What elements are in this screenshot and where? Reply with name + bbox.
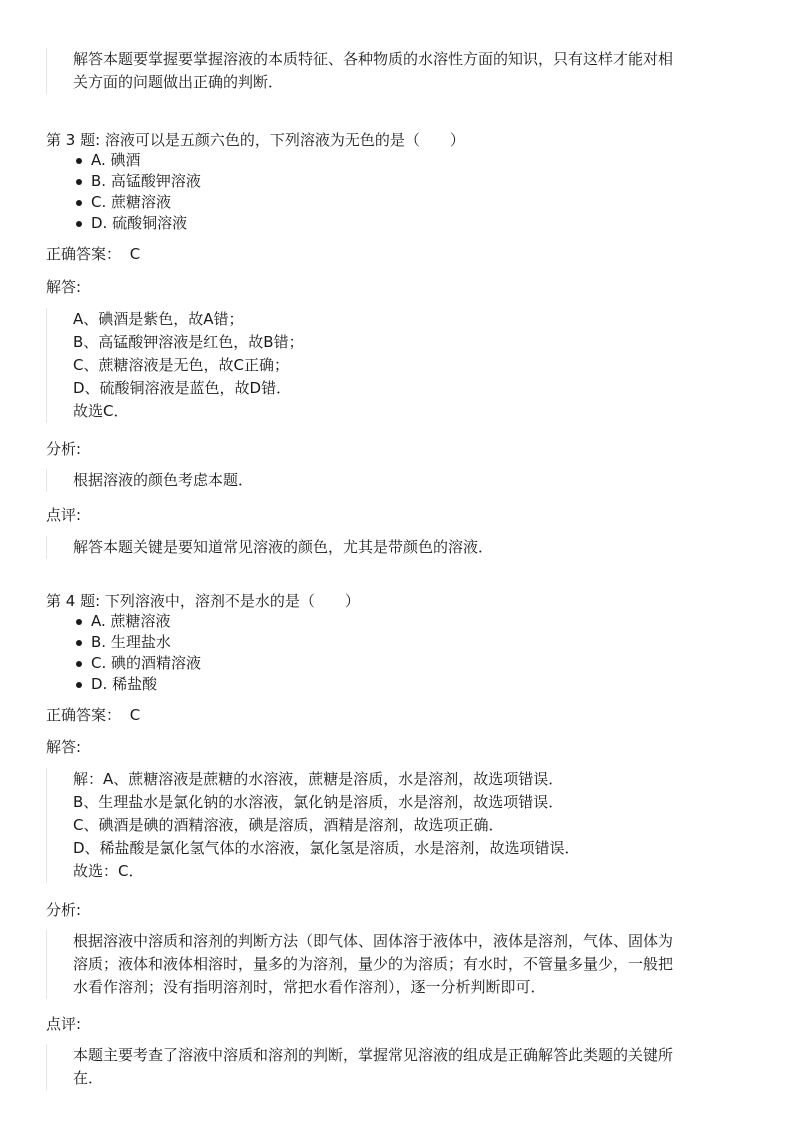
- solution-line: B、生理盐水是氯化钠的水溶液，氯化钠是溶质，水是溶剂，故选项错误．: [73, 793, 564, 811]
- text-line: 关方面的问题做出正确的判断．: [73, 73, 284, 91]
- comment-line: 本题主要考查了溶液中溶质和溶剂的判断，掌握常见溶液的组成是正确解答此类题的关键所: [73, 1046, 674, 1064]
- question-4-analysis-box: [46, 930, 736, 999]
- bullet-icon: [76, 682, 82, 688]
- option-label: C. 碘的酒精溶液: [91, 654, 202, 672]
- answer-label: 正确答案：: [46, 706, 122, 724]
- answer-value: C: [129, 245, 141, 263]
- option-item: [46, 632, 201, 653]
- solution-line: A、碘酒是紫色，故A错；: [73, 310, 244, 328]
- analysis-line: 水看作溶剂；没有指明溶剂时，常把水看作溶剂），逐一分析判断即可．: [73, 978, 546, 996]
- option-item: [46, 150, 201, 171]
- question-3-comment-label: 点评:: [46, 506, 82, 524]
- question-3-solution-box: [46, 308, 736, 423]
- question-4-analysis-label: 分析:: [46, 901, 82, 919]
- question-3-options: [46, 150, 201, 234]
- solution-line: C、碘酒是碘的酒精溶液，碘是溶质，酒精是溶剂，故选项正确．: [73, 816, 504, 834]
- bullet-icon: [76, 661, 82, 667]
- question-4-title: 第 4 题: 下列溶液中，溶剂不是水的是（ ）: [46, 592, 360, 610]
- analysis-line: 溶质；液体和液体相溶时，量多的为溶剂，量少的为溶质；有水时，不管量多量少，一般把: [73, 955, 674, 973]
- option-item: [46, 213, 201, 234]
- option-label: B. 生理盐水: [91, 633, 171, 651]
- solution-line: 故选C．: [73, 402, 129, 420]
- option-item: [46, 611, 201, 632]
- answer-label: 正确答案：: [46, 245, 122, 263]
- solution-line: D、稀盐酸是氯化氢气体的水溶液，氯化氢是溶质，水是溶剂，故选项错误．: [73, 839, 580, 857]
- bullet-icon: [76, 179, 82, 185]
- option-item: [46, 171, 201, 192]
- question-3-analysis-label: 分析:: [46, 440, 82, 458]
- solution-line: D、硫酸铜溶液是蓝色，故D错．: [73, 379, 292, 397]
- option-item: [46, 653, 201, 674]
- solution-line: 解：A、蔗糖溶液是蔗糖的水溶液，蔗糖是溶质，水是溶剂，故选项错误．: [73, 770, 564, 788]
- question-4-solution-box: [46, 768, 736, 883]
- analysis-line: 根据溶液的颜色考虑本题．: [73, 471, 254, 489]
- question-4-solution-label: 解答:: [46, 738, 82, 756]
- analysis-line: 根据溶液中溶质和溶剂的判断方法（即气体、固体溶于液体中，液体是溶剂，气体、固体为: [73, 932, 674, 950]
- option-item: [46, 674, 201, 695]
- bullet-icon: [76, 200, 82, 206]
- question-4-answer: [46, 704, 140, 726]
- comment-line: 在．: [73, 1069, 104, 1087]
- question-3-title: 第 3 题: 溶液可以是五颜六色的，下列溶液为无色的是（ ）: [46, 131, 465, 149]
- question-3-solution-label: 解答:: [46, 278, 82, 296]
- solution-line: C、蔗糖溶液是无色，故C正确；: [73, 356, 289, 374]
- option-label: D. 稀盐酸: [91, 675, 158, 693]
- option-label: B. 高锰酸钾溶液: [91, 172, 201, 190]
- question-4-comment-box: [46, 1044, 736, 1090]
- solution-line: B、高锰酸钾溶液是红色，故B错；: [73, 333, 304, 351]
- answer-value: C: [129, 706, 141, 724]
- previous-comment-box: [46, 48, 736, 94]
- comment-line: 解答本题关键是要知道常见溶液的颜色，尤其是带颜色的溶液．: [73, 538, 494, 556]
- question-3-answer: [46, 243, 140, 265]
- option-label: D. 硫酸铜溶液: [91, 214, 188, 232]
- bullet-icon: [76, 640, 82, 646]
- option-label: C. 蔗糖溶液: [91, 193, 172, 211]
- option-label: A. 碘酒: [91, 151, 141, 169]
- bullet-icon: [76, 619, 82, 625]
- option-label: A. 蔗糖溶液: [91, 612, 171, 630]
- question-4-comment-label: 点评:: [46, 1015, 82, 1033]
- text-line: 解答本题要掌握要掌握溶液的本质特征、各种物质的水溶性方面的知识，只有这样才能对相: [73, 50, 674, 68]
- question-4-options: [46, 611, 201, 695]
- bullet-icon: [76, 158, 82, 164]
- question-3-comment-box: [46, 536, 736, 559]
- bullet-icon: [76, 221, 82, 227]
- solution-line: 故选：C．: [73, 862, 144, 880]
- question-3-analysis-box: [46, 469, 736, 492]
- option-item: [46, 192, 201, 213]
